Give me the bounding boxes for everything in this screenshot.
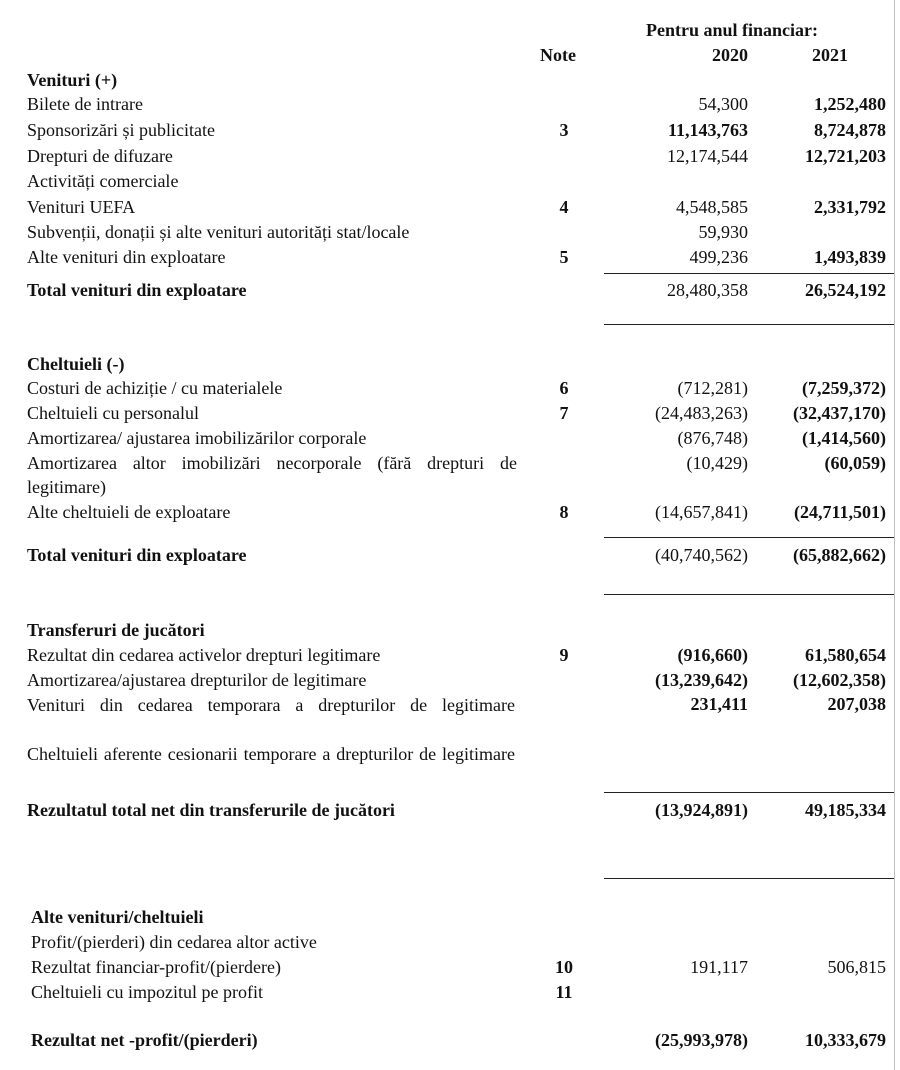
period-title: Pentru anul financiar: — [646, 20, 819, 40]
value-2021: 12,721,203 — [805, 146, 886, 166]
value-2020: (712,281) — [677, 378, 748, 398]
value-2020: 12,174,544 — [667, 146, 748, 166]
row-label: Amortizarea altor imobilizări necorporale (fără drepturi de legitimare) — [27, 453, 517, 497]
note-ref: 7 — [559, 403, 569, 423]
row-label: Drepturi de difuzare — [27, 146, 173, 166]
note-ref: 11 — [555, 982, 573, 1002]
row-label: Subvenții, donații și alte venituri autorități stat/locale — [27, 222, 410, 242]
value-2020: 231,411 — [690, 694, 748, 714]
value-2021: 1,493,839 — [814, 247, 886, 267]
value-2021: 207,038 — [827, 694, 886, 714]
value-2020: 54,300 — [698, 94, 748, 114]
note-column-header: Note — [540, 45, 576, 65]
value-2021: 2,331,792 — [814, 197, 886, 217]
note-ref: 10 — [555, 957, 573, 977]
rule-line — [604, 324, 894, 325]
total-label: Total venituri din exploatare — [27, 545, 247, 565]
rule-line — [604, 792, 894, 793]
value-2021: (60,059) — [824, 453, 886, 473]
note-ref: 9 — [559, 645, 569, 665]
value-2020: 4,548,585 — [676, 197, 748, 217]
value-2020: 59,930 — [698, 222, 748, 242]
value-2020: 191,117 — [690, 957, 748, 977]
row-label: Amortizarea/ ajustarea imobilizărilor corporale — [27, 428, 367, 448]
right-border — [894, 0, 895, 1070]
row-label: Activități comerciale — [27, 171, 179, 191]
total-label: Total venituri din exploatare — [27, 280, 247, 300]
row-label: Rezultat din cedarea activelor drepturi legitimare — [27, 645, 381, 665]
value-2020: (10,429) — [686, 453, 748, 473]
note-ref: 6 — [559, 378, 569, 398]
rule-line — [604, 594, 894, 595]
value-2021: 506,815 — [827, 957, 886, 977]
row-label: Alte cheltuieli de exploatare — [27, 502, 231, 522]
alte-heading: Alte venituri/cheltuieli — [31, 907, 204, 927]
total-2021: 10,333,679 — [805, 1030, 886, 1050]
value-2020: 11,143,763 — [667, 120, 748, 140]
value-2021: (32,437,170) — [793, 403, 886, 423]
row-label: Venituri UEFA — [27, 197, 136, 217]
total-2021: 49,185,334 — [805, 800, 886, 820]
row-label: Bilete de intrare — [27, 94, 143, 114]
transferuri-heading: Transferuri de jucători — [27, 620, 205, 640]
total-2021: 26,524,192 — [805, 280, 886, 300]
total-label: Rezultat net -profit/(pierderi) — [31, 1030, 258, 1050]
value-2021: 8,724,878 — [814, 120, 886, 140]
value-2021: (12,602,358) — [793, 670, 886, 690]
row-label: Cheltuieli cu personalul — [27, 403, 199, 423]
row-label: Venituri din cedarea temporara a drepturilor de legitimare — [27, 695, 515, 715]
value-2020: (14,657,841) — [655, 502, 748, 522]
rule-line — [604, 273, 894, 274]
total-2020: 28,480,358 — [667, 280, 748, 300]
total-2020: (25,993,978) — [655, 1030, 748, 1050]
cheltuieli-heading: Cheltuieli (-) — [27, 354, 125, 374]
rule-line — [604, 878, 894, 879]
total-2020: (13,924,891) — [655, 800, 748, 820]
rule-line — [604, 537, 894, 538]
year-2020-header: 2020 — [712, 45, 748, 65]
note-ref: 8 — [559, 502, 569, 522]
row-label: Sponsorizări și publicitate — [27, 120, 215, 140]
value-2020: (916,660) — [677, 645, 748, 665]
row-label: Amortizarea/ajustarea drepturilor de legitimare — [27, 670, 367, 690]
note-ref: 4 — [559, 197, 569, 217]
row-label: Costuri de achiziție / cu materialele — [27, 378, 283, 398]
note-ref: 5 — [559, 247, 569, 267]
total-2021: (65,882,662) — [793, 545, 886, 565]
row-label: Alte venituri din exploatare — [27, 247, 226, 267]
value-2020: (24,483,263) — [655, 403, 748, 423]
value-2020: 499,236 — [689, 247, 748, 267]
venituri-heading: Venituri (+) — [27, 70, 118, 90]
value-2021: 1,252,480 — [814, 94, 886, 114]
value-2020: (13,239,642) — [655, 670, 748, 690]
value-2021: 61,580,654 — [805, 645, 886, 665]
year-2021-header: 2021 — [812, 45, 848, 65]
value-2021: (24,711,501) — [794, 502, 886, 522]
value-2021: (7,259,372) — [802, 378, 886, 398]
value-2020: (876,748) — [677, 428, 748, 448]
total-label: Rezultatul total net din transferurile de jucători — [27, 800, 395, 820]
value-2021: (1,414,560) — [802, 428, 886, 448]
row-label: Cheltuieli aferente cesionarii temporare a drepturilor de legitimare — [27, 744, 515, 764]
row-label: Rezultat financiar-profit/(pierdere) — [31, 957, 282, 977]
row-label: Cheltuieli cu impozitul pe profit — [31, 982, 263, 1002]
total-2020: (40,740,562) — [655, 545, 748, 565]
note-ref: 3 — [559, 120, 569, 140]
row-label: Profit/(pierderi) din cedarea altor active — [31, 932, 317, 952]
